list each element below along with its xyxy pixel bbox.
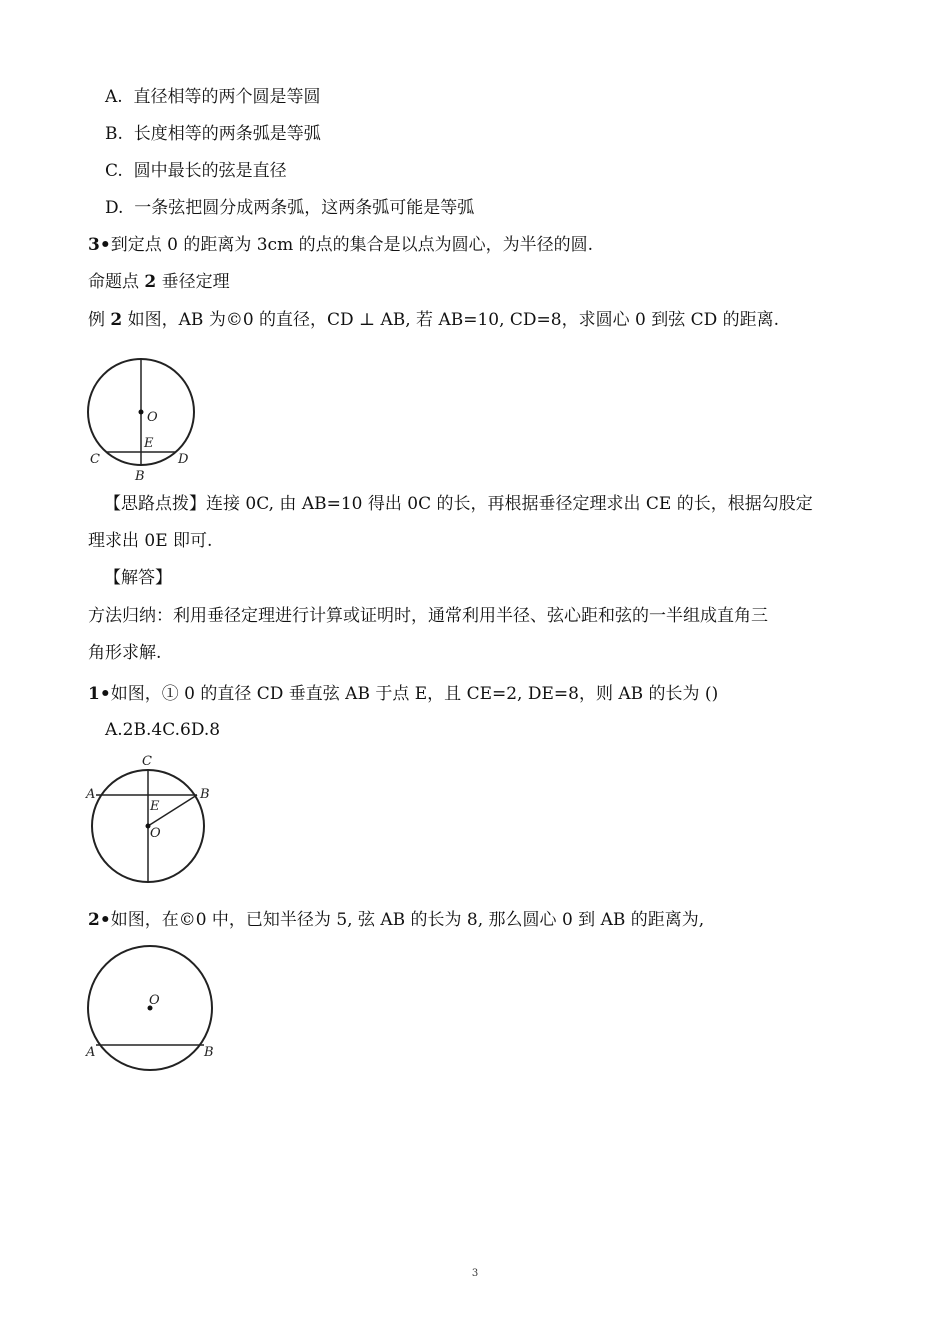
- topic-heading: [88, 272, 230, 292]
- label-a: A: [86, 787, 96, 802]
- figure-exercise-2-circle: [84, 942, 219, 1077]
- label-o: O: [147, 410, 158, 425]
- topic-prefix: 命题点: [88, 272, 139, 292]
- label-b: B: [204, 1045, 214, 1060]
- label-c: C: [142, 754, 152, 769]
- hint-line-2: 理求出 0E 即可.: [88, 531, 213, 551]
- exercise-1-options: A.2B.4C.6D.8: [105, 720, 221, 740]
- page-number: 3: [471, 1268, 479, 1279]
- example-text: 如图，AB 为©0 的直径，CD ⊥ AB, 若 AB=10, CD=8，求圆心 0 到弦 CD 的距离.: [122, 310, 780, 330]
- label-b: B: [135, 469, 145, 484]
- hint-line-1: 【思路点拨】连接 0C, 由 AB=10 得出 0C 的长，再根据垂径定理求出 CE 的长，根据勾股定: [104, 494, 813, 514]
- option-letter: C.: [105, 161, 123, 181]
- label-o: O: [150, 826, 161, 841]
- option-text: 圆中最长的弦是直径: [133, 161, 287, 181]
- method-line-1: 方法归纳：利用垂径定理进行计算或证明时，通常利用半径、弦心距和弦的一半组成直角三: [88, 606, 768, 626]
- label-b: B: [200, 787, 210, 802]
- question-number: 3•: [88, 235, 111, 255]
- example-prefix: 例: [88, 310, 105, 330]
- label-e: E: [144, 436, 154, 451]
- figure-example-circle: [84, 355, 204, 485]
- label-d: D: [178, 452, 189, 467]
- exercise-text: 如图，在©0 中，已知半径为 5, 弦 AB 的长为 8, 那么圆心 0 到 AB 的距离为,: [110, 910, 705, 930]
- option-letter: A.: [105, 87, 123, 107]
- exercise-text: 如图，① 0 的直径 CD 垂直弦 AB 于点 E，且 CE=2, DE=8，则 AB 的长为 (): [110, 684, 719, 704]
- label-o: O: [149, 993, 160, 1008]
- figure-exercise-1-circle: [84, 752, 214, 887]
- exercise-number: 2•: [88, 910, 111, 930]
- option-a: [105, 87, 321, 107]
- topic-title: 垂径定理: [156, 272, 230, 292]
- method-line-2: 角形求解.: [88, 643, 162, 663]
- option-text: 长度相等的两条弧是等弧: [133, 124, 321, 144]
- topic-number: 2: [144, 272, 157, 292]
- option-c: [105, 161, 287, 181]
- option-letter: B.: [105, 124, 123, 144]
- question-3: [88, 235, 593, 255]
- option-text: 一条弦把圆分成两条弧，这两条弧可能是等弧: [134, 198, 475, 218]
- label-e: E: [150, 799, 160, 814]
- option-b: [105, 124, 321, 144]
- label-a: A: [86, 1045, 96, 1060]
- option-text: 直径相等的两个圆是等圆: [133, 87, 321, 107]
- example-number: 2: [110, 310, 123, 330]
- exercise-1: [88, 684, 718, 704]
- option-letter: D.: [105, 198, 124, 218]
- exercise-2: [88, 910, 704, 930]
- option-d: [105, 198, 474, 218]
- exercise-number: 1•: [88, 684, 111, 704]
- label-c: C: [90, 452, 100, 467]
- answer-label: 【解答】: [104, 568, 172, 588]
- example-2: [88, 310, 779, 330]
- question-text: 到定点 0 的距离为 3cm 的点的集合是以点为圆心，为半径的圆.: [110, 235, 593, 255]
